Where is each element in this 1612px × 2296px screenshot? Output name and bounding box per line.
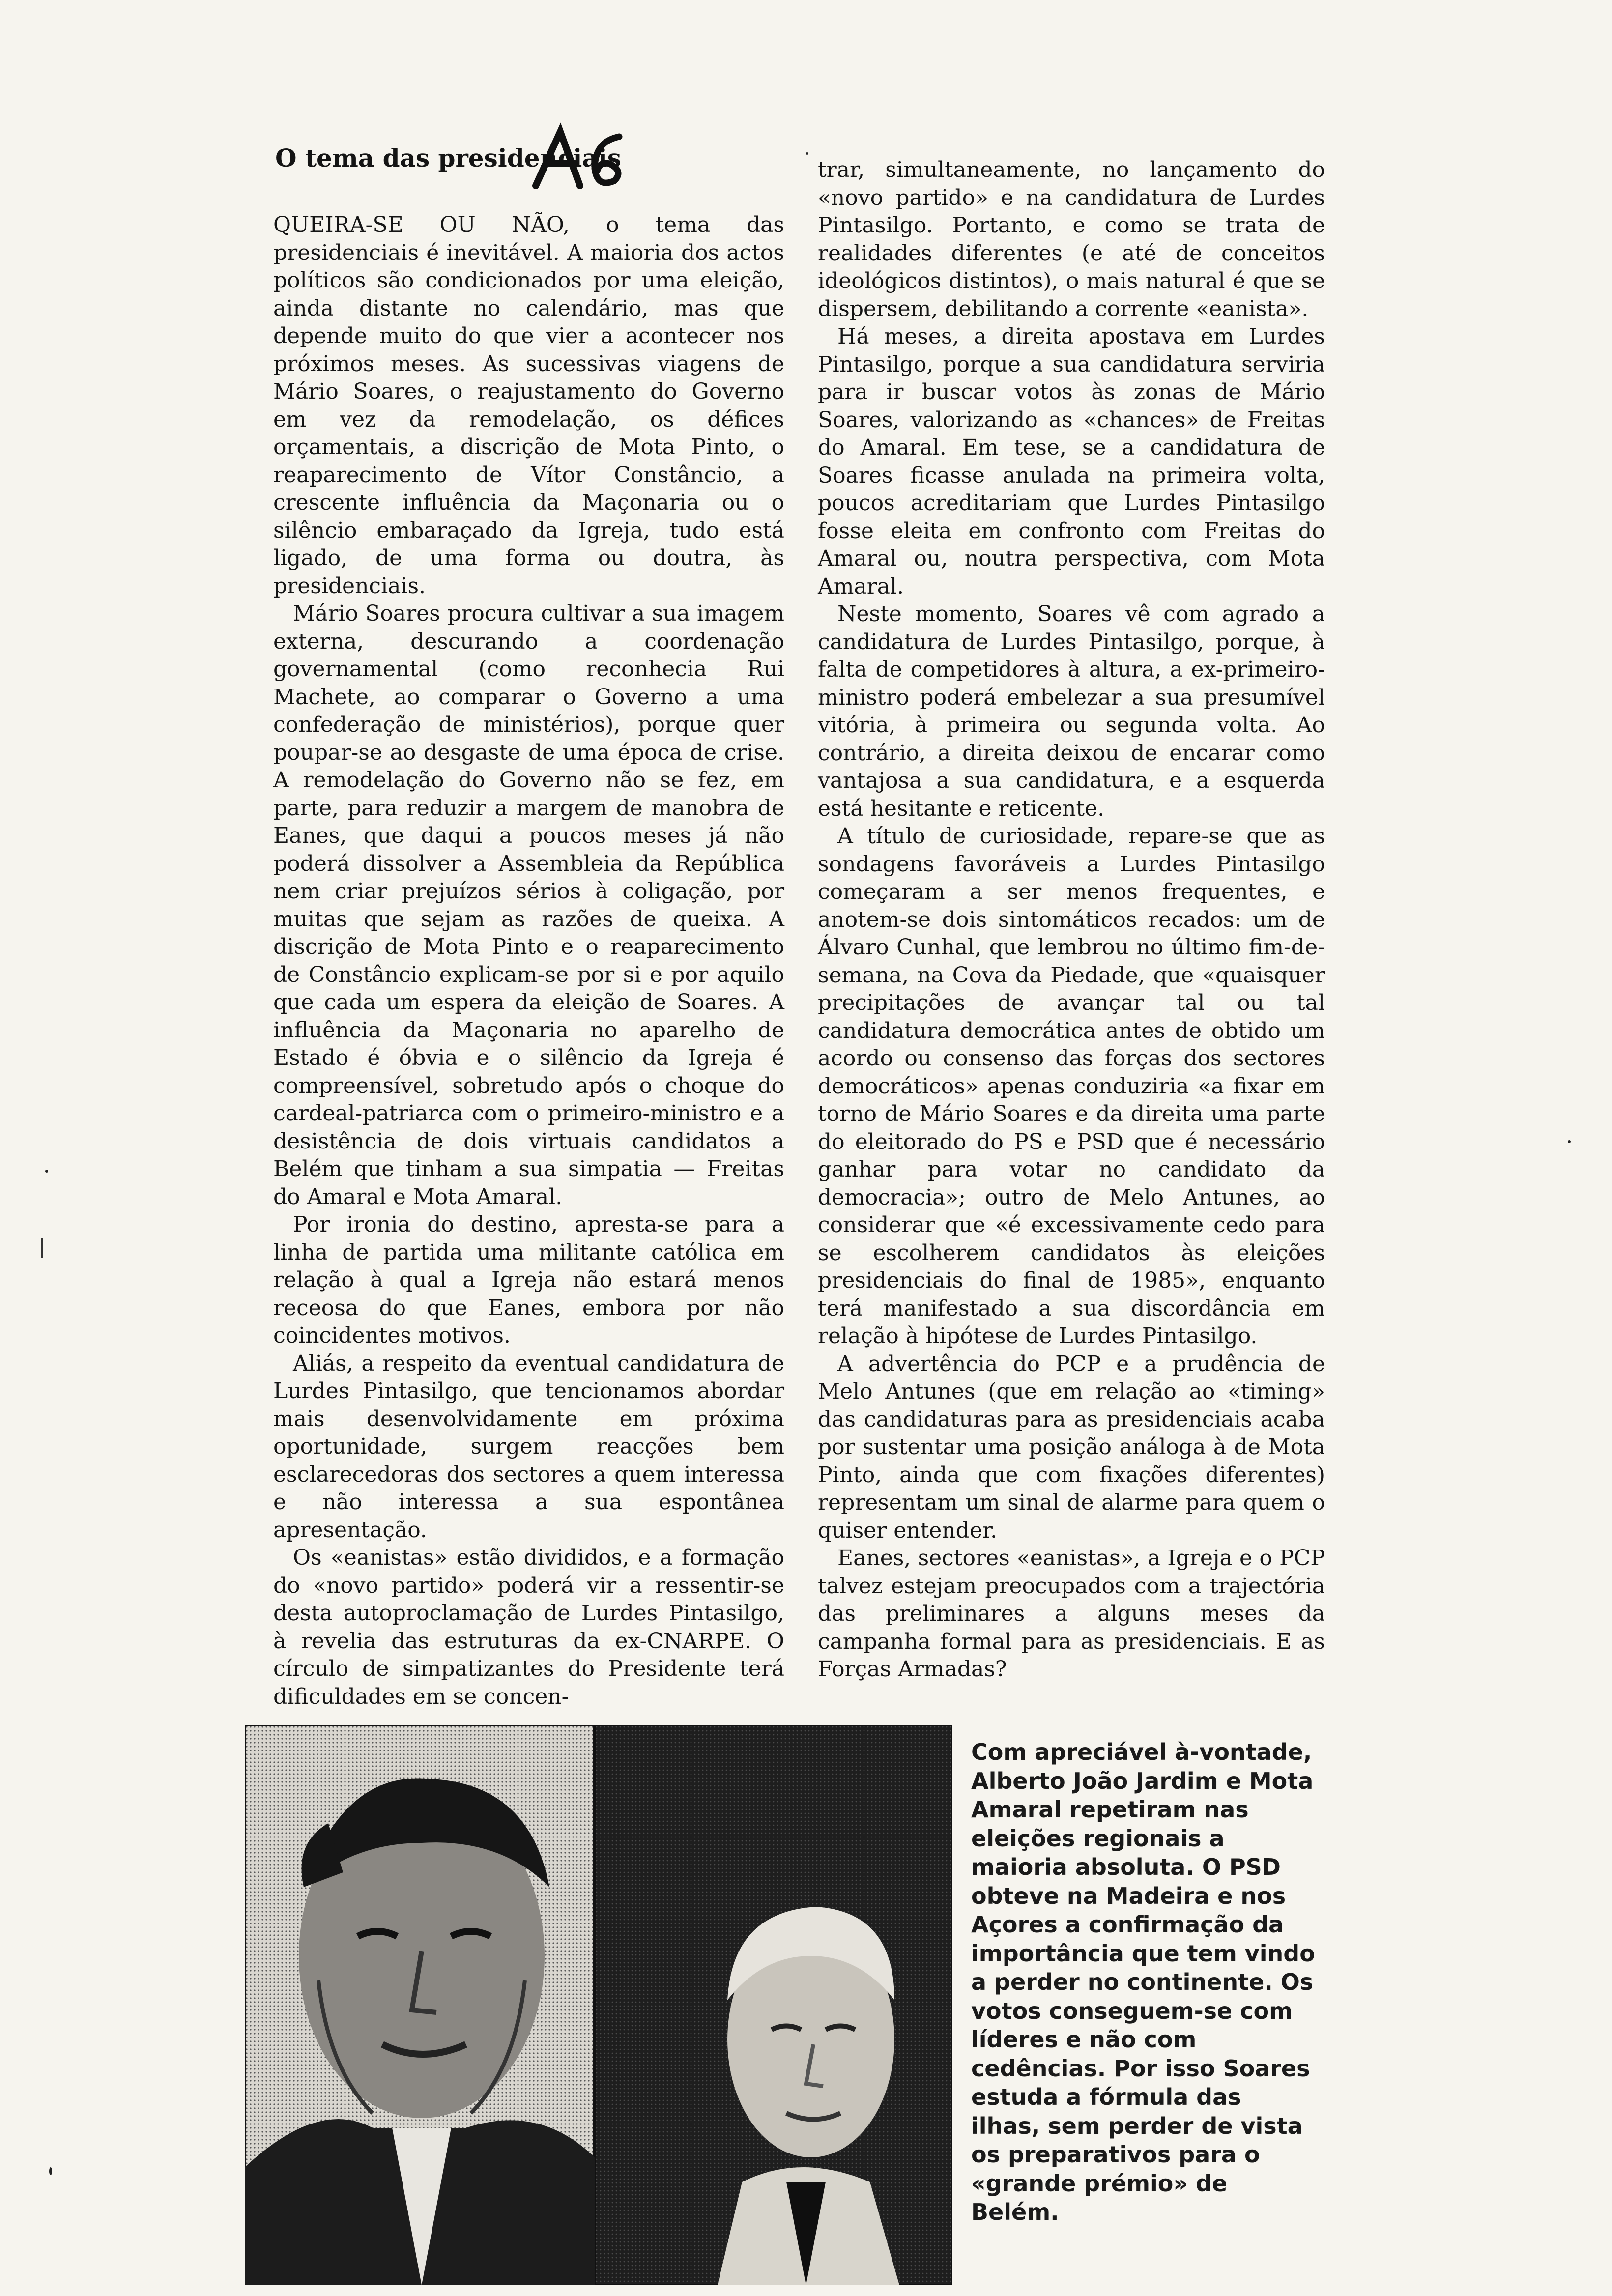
scan-speck: [49, 2167, 52, 2175]
scan-speck: [1568, 1140, 1571, 1143]
paragraph: trar, simultaneamente, no lançamento do «novo partido» e na candidatura de Lurdes Pintasilgo. Portanto, e como se trata de realidades diferentes (e até de conceitos ideológicos distintos), o mais natural é que se dispersem, debilitando a corrente «eanista».: [818, 157, 1325, 321]
article-column-1: [273, 211, 784, 1711]
paragraph: Os «eanistas» estão divididos, e a formação do «novo partido» poderá vir a ressentir-se desta autoproclamação de Lurdes Pintasilgo, à revelia das estruturas da ex-CNARPE. O círculo de simpatizantes do Presidente terá dificuldades em se concen-: [273, 1545, 784, 1709]
paragraph: Há meses, a direita apostava em Lurdes Pintasilgo, porque a sua candidatura serviria para ir buscar votos às zonas de Mário Soares, valorizando as «chances» de Freitas do Amaral. Em tese, se a candidatura de Soares ficasse anulada na primeira volta, poucos acreditariam que Lurdes Pintasilgo fosse eleita em confronto com Freitas do Amaral ou, noutra perspectiva, com Mota Amaral.: [818, 324, 1325, 599]
scan-speck: [806, 152, 808, 155]
article-column-2: [818, 156, 1325, 1684]
photo-portrait-right: [595, 1725, 952, 2285]
paragraph: Neste momento, Soares vê com agrado a candidatura de Lurdes Pintasilgo, porque, à falta de competidores à altura, a ex-primeiro-ministro poderá embelezar a sua presumível vitória, à primeira ou segunda volta. Ao contrário, a direita deixou de encarar como vantajosa a sua candidatura, e a esquerda está hesitante e reticente.: [818, 602, 1325, 821]
paragraph: Por ironia do destino, apresta-se para a linha de partida uma militante católica em relação à qual a Igreja não estará menos receosa do que Eanes, embora por não coincidentes motivos.: [273, 1212, 784, 1348]
scan-speck: [45, 1170, 48, 1173]
paragraph: A advertência do PCP e a prudência de Melo Antunes (que em relação ao «timing» das candidaturas para as presidenciais acaba por sustentar uma posição análoga à de Mota Pinto, ainda que com fixações diferentes) representam um sinal de alarme para quem o quiser entender.: [818, 1351, 1325, 1543]
paragraph: Mário Soares procura cultivar a sua imagem externa, descurando a coordenação governamental (como reconhecia Rui Machete, ao comparar o Governo a uma confederação de ministérios), porque quer poupar-se ao desgaste de uma época de crise. A remodelação do Governo não se fez, em parte, para reduzir a margem de manobra de Eanes, que daqui a poucos meses já não poderá dissolver a Assembleia da República nem criar prejuízos sérios à coligação, por muitas que sejam as razões de queixa. A discrição de Mota Pinto e o reaparecimento de Constâncio explicam-se por si e por aquilo que cada um espera da eleição de Soares. A influência da Maçonaria no aparelho de Estado é óbvia e o silêncio da Igreja é compreensível, sobretudo após o choque do cardeal-patriarca com o primeiro-ministro e a desistência de dois virtuais candidatos a Belém que tinham a sua simpatia — Freitas do Amaral e Mota Amaral.: [273, 601, 784, 1209]
paragraph: QUEIRA-SE OU NÃO, o tema das presidenciais é inevitável. A maioria dos actos políticos são condicionados por uma eleição, ainda distante no calendário, mas que depende muito do que vier a acontecer nos próximos meses. As sucessivas viagens de Mário Soares, o reajustamento do Governo em vez da remodelação, os défices orçamentais, a discrição de Mota Pinto, o reaparecimento de Vítor Constâncio, a crescente influência da Maçonaria ou o silêncio embaraçado da Igreja, tudo está ligado, de uma forma ou doutra, às presidenciais.: [273, 212, 784, 599]
paragraph: A título de curiosidade, repare-se que as sondagens favoráveis a Lurdes Pintasilgo começaram a ser menos frequentes, e anotem-se dois sintomáticos recados: um de Álvaro Cunhal, que lembrou no último fim-de-semana, na Cova da Piedade, que «quaisquer precipitações de avançar tal ou tal candidatura democrática antes de obtido um acordo ou consenso das forças dos sectores democráticos» apenas conduziria «a fixar em torno de Mário Soares e da direita uma parte do eleitorado do PS e PSD que é necessário ganhar para votar no candidato da democracia»; outro de Melo Antunes, ao considerar que «é excessivamente cedo para se escolherem candidatos às eleições presidenciais do final de 1985», enquanto terá manifestado a sua discordância em relação à hipótese de Lurdes Pintasilgo.: [818, 824, 1325, 1349]
paragraph: Aliás, a respeito da eventual candidatura de Lurdes Pintasilgo, que tencionamos abordar mais desenvolvidamente em próxima oportunidade, surgem reacções bem esclarecedoras dos sectores a quem interessa e não interessa a sua espontânea apresentação.: [273, 1350, 784, 1543]
paragraph: Eanes, sectores «eanistas», a Igreja e o PCP talvez estejam preocupados com a trajectória das preliminares a alguns meses da campanha formal para as presidenciais. E as Forças Armadas?: [818, 1546, 1325, 1682]
article-headline: O tema das presidenciais: [275, 144, 621, 172]
handwritten-annotation: [526, 122, 634, 196]
margin-mark: [41, 1238, 43, 1258]
photo-portrait-left: [245, 1725, 595, 2285]
photo-caption: Com apreciável à-vontade, Alberto João Jardim e Mota Amaral repetiram nas eleições regionais a maioria absoluta. O PSD obteve na Madeira e nos Açores a confirmação da importância que tem vindo a perder no continente. Os votos conseguem-se com líderes e não com cedências. Por isso Soares estuda a fórmula das ilhas, sem perder de vista os preparativos para o «grande prémio» de Belém.: [971, 1739, 1315, 2225]
